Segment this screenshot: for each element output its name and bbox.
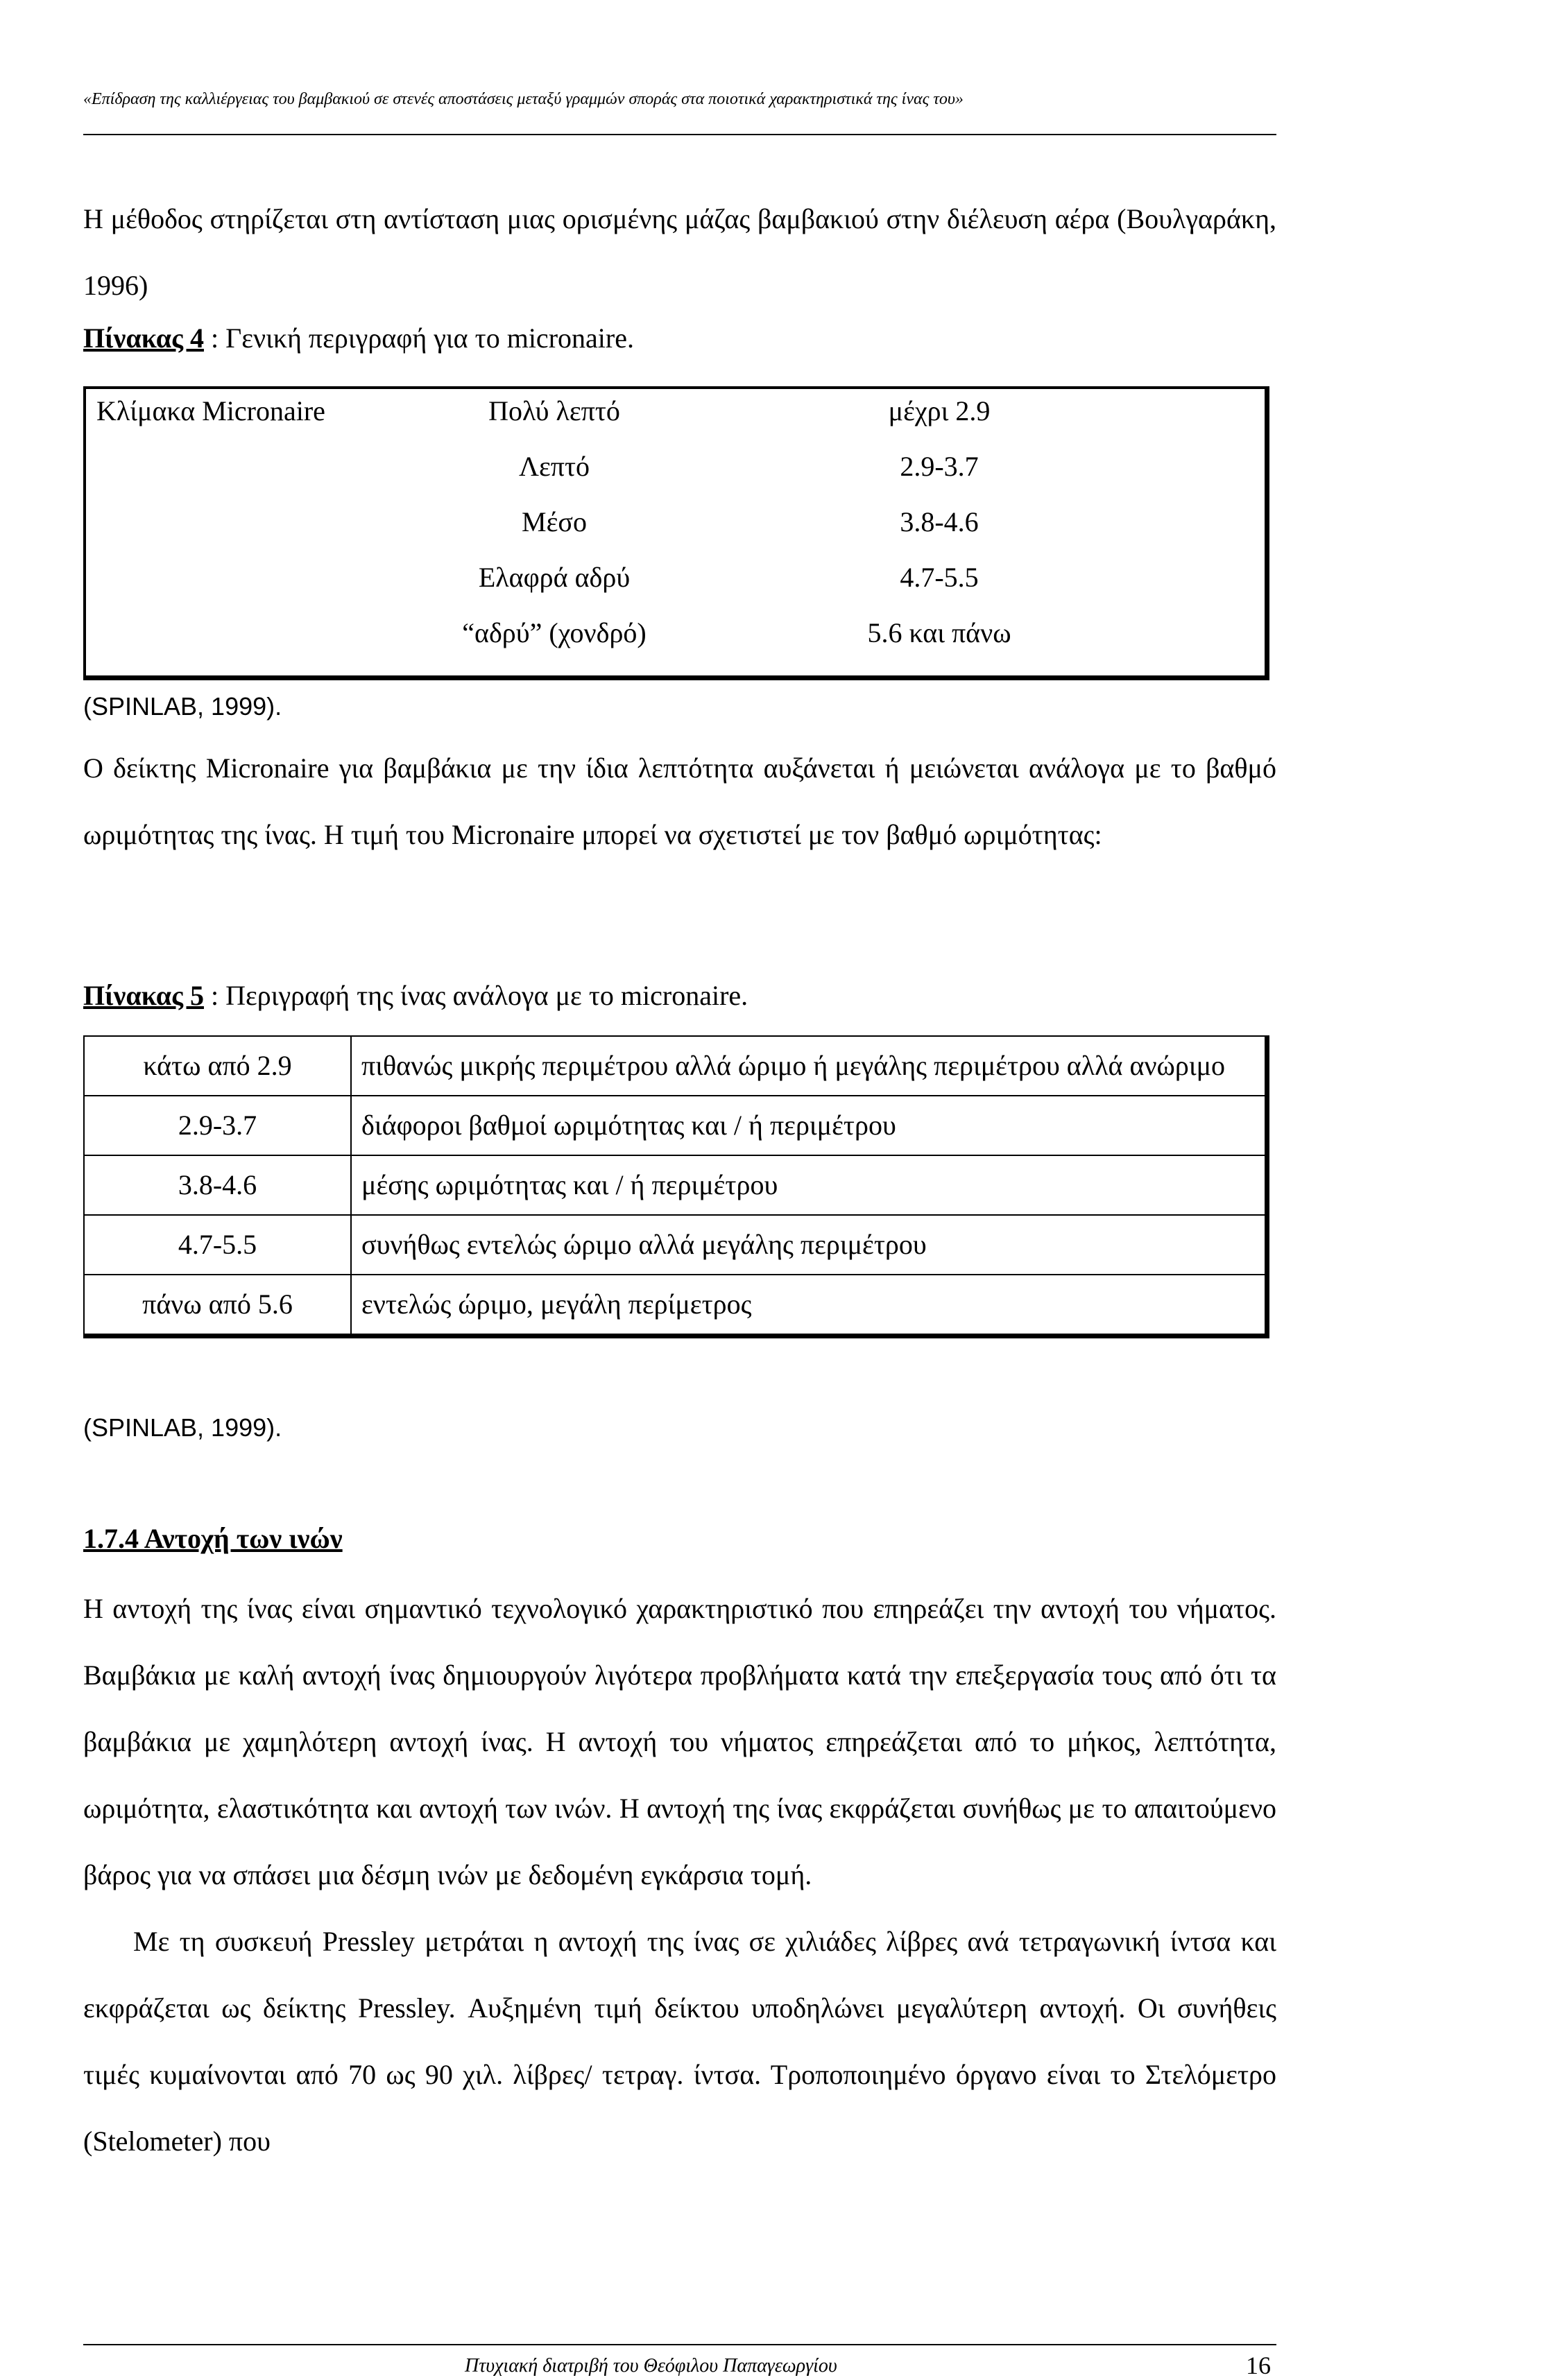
scale-row-desc: Μέσο: [522, 506, 587, 537]
table5-caption-text: : Περιγραφή της ίνας ανάλογα με το micronaire.: [203, 980, 748, 1011]
range-cell: πάνω από 5.6: [84, 1275, 351, 1336]
table4-caption: [83, 322, 634, 354]
scale-row-value: 3.8-4.6: [900, 506, 979, 537]
intro-paragraph: Η μέθοδος στηρίζεται στη αντίσταση μιας ορισμένης μάζας βαμβακιού στην διέλευση αέρα (Βουλγαράκη, 1996): [83, 203, 1276, 301]
description-cell: συνήθως εντελώς ώριμο αλλά μεγάλης περιμέτρου: [351, 1215, 1267, 1275]
fiber-description-table: [83, 1035, 1269, 1338]
table4-caption-text: : Γενική περιγραφή για το micronaire.: [203, 322, 634, 354]
range-cell: 3.8-4.6: [84, 1155, 351, 1215]
scale-row-value: 4.7-5.5: [900, 562, 979, 593]
description-cell: μέσης ωριμότητας και / ή περιμέτρου: [351, 1155, 1267, 1215]
table5-caption-label: Πίνακας 5: [83, 980, 204, 1011]
strength-paragraph: Η αντοχή της ίνας είναι σημαντικό τεχνολογικό χαρακτηριστικό που επηρεάζει την αντοχή του νήματος. Βαμβάκια με καλή αντοχή ίνας δημιουργούν λιγότερα προβλήματα κατά την επεξεργασία τους από ότι τα βαμβάκια με χαμηλότερη αντοχή ίνας. Η αντοχή του νήματος επηρεάζεται από το μήκος, λεπτότητα, ωριμότητα, ελαστικότητα και αντοχή των ινών. Η αντοχή της ίνας εκφράζεται συνήθως με το απαιτούμενο βάρος για να σπάσει μια δέσμη ινών με δεδομένη εγκάρσια τομή.: [83, 1593, 1276, 1890]
table-row: [84, 1036, 1267, 1096]
footer-rule: [83, 2344, 1276, 2345]
micronaire-scale-table: [83, 386, 1269, 680]
header-rule: [83, 134, 1276, 135]
scale-row-value: 2.9-3.7: [900, 451, 979, 482]
running-header: «Επίδραση της καλλιέργειας του βαμβακιού σε στενές αποστάσεις μεταξύ γραμμών σποράς στα ποιοτικά χαρακτηριστικά της ίνας του»: [83, 90, 964, 108]
scale-row: [86, 616, 1265, 658]
scale-row-desc: Ελαφρά αδρύ: [478, 562, 631, 593]
description-cell: πιθανώς μικρής περιμέτρου αλλά ώριμο ή μεγάλης περιμέτρου αλλά ανώριμο: [351, 1036, 1267, 1096]
table-row: [84, 1215, 1267, 1275]
table4-caption-label: Πίνακας 4: [83, 322, 204, 354]
table4-source: (SPINLAB, 1999).: [83, 692, 282, 721]
scale-row-value: 5.6 και πάνω: [867, 617, 1011, 648]
scale-row-value: μέχρι 2.9: [888, 395, 991, 426]
scale-row-desc: Λεπτό: [518, 451, 590, 482]
footer-text: Πτυχιακή διατριβή του Θεόφιλου Παπαγεωργίου: [465, 2355, 837, 2377]
micronaire-paragraph: Ο δείκτης Micronaire για βαμβάκια με την ίδια λεπτότητα αυξάνεται ή μειώνεται ανάλογα με το βαθμό ωριμότητας της ίνας. Η τιμή του Micronaire μπορεί να σχετιστεί με τον βαθμό ωριμότητας:: [83, 752, 1276, 850]
table-row: [84, 1155, 1267, 1215]
range-cell: 2.9-3.7: [84, 1096, 351, 1155]
section-title: 1.7.4 Αντοχή των ινών: [83, 1523, 343, 1554]
scale-row: [86, 450, 1265, 492]
scale-row-desc: “αδρύ” (χονδρό): [462, 617, 647, 648]
scale-row-desc: Πολύ λεπτό: [488, 395, 620, 426]
table-row: [84, 1096, 1267, 1155]
scale-row: [86, 561, 1265, 603]
scale-row: [86, 395, 1265, 436]
table5-caption: [83, 979, 748, 1012]
table-row: [84, 1275, 1267, 1336]
page-number: 16: [1246, 2352, 1271, 2379]
scale-row: [86, 506, 1265, 547]
description-cell: εντελώς ώριμο, μεγάλη περίμετρος: [351, 1275, 1267, 1336]
range-cell: κάτω από 2.9: [84, 1036, 351, 1096]
table5-source: (SPINLAB, 1999).: [83, 1413, 282, 1442]
strength-paragraph: Με τη συσκευή Pressley μετράται η αντοχή της ίνας σε χιλιάδες λίβρες ανά τετραγωνική ίντσα και εκφράζεται ως δείκτης Pressley. Αυξημένη τιμή δείκτου υποδηλώνει μεγαλύτερη αντοχή. Οι συνήθεις τιμές κυμαίνονται από 70 ως 90 χιλ. λίβρες/ τετραγ. ίντσα. Τροποποιημένο όργανο είναι το Στελόμετρο (Stelometer) που: [83, 1926, 1276, 2157]
scale-label: Κλίμακα Micronaire: [96, 395, 325, 426]
description-cell: διάφοροι βαθμοί ωριμότητας και / ή περιμέτρου: [351, 1096, 1267, 1155]
range-cell: 4.7-5.5: [84, 1215, 351, 1275]
